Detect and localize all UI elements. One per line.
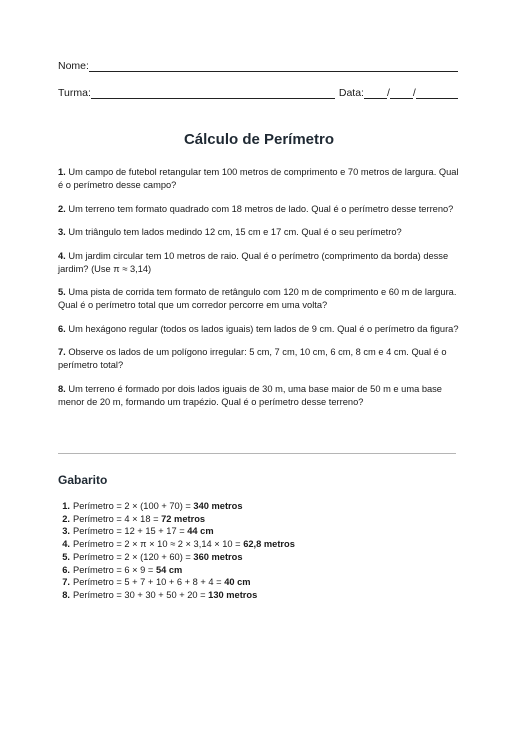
question-number: 4. bbox=[58, 250, 66, 261]
answer-result: 340 metros bbox=[193, 501, 243, 511]
question-item bbox=[58, 346, 460, 372]
section-divider bbox=[58, 453, 456, 454]
answer-expression: Perímetro = 2 × π × 10 ≈ 2 × 3,14 × 10 = bbox=[73, 539, 241, 550]
question-list bbox=[58, 166, 460, 419]
answer-key-title: Gabarito bbox=[58, 473, 108, 487]
page-title: Cálculo de Perímetro bbox=[183, 131, 335, 148]
answer-result: 54 cm bbox=[155, 564, 183, 575]
answer-item bbox=[58, 538, 458, 551]
answer-number: 6. bbox=[62, 564, 70, 575]
question-text: Uma pista de corrida tem formato de retângulo com 120 m de comprimento e 60 m de largura. Qual é o perímetro total que um corredor percorre em uma volta? bbox=[58, 287, 457, 310]
answer-result: 130 metros bbox=[208, 589, 258, 600]
answer-item bbox=[58, 589, 458, 602]
class-blank[interactable] bbox=[91, 87, 335, 99]
date-separator: / bbox=[412, 87, 416, 99]
question-text: Um jardim circular tem 10 metros de raio. Qual é o perímetro (comprimento da borda) desse jardim? (Use π ≈ 3,14) bbox=[58, 250, 449, 274]
question-text: Um triângulo tem lados medindo 12 cm, 15 cm e 17 cm. Qual é o seu perímetro? bbox=[68, 227, 402, 237]
question-item bbox=[58, 286, 460, 312]
date-separator: / bbox=[386, 87, 390, 99]
question-number: 5. bbox=[58, 287, 66, 297]
answer-result: 62,8 metros bbox=[243, 539, 295, 550]
answer-expression: Perímetro = 5 + 7 + 10 + 6 + 8 + 4 = bbox=[73, 577, 222, 588]
question-text: Um hexágono regular (todos os lados iguais) tem lados de 9 cm. Qual é o perímetro da figura? bbox=[68, 323, 459, 334]
name-label: Nome: bbox=[58, 60, 89, 72]
date-month-blank[interactable] bbox=[390, 87, 413, 99]
answer-item bbox=[58, 576, 458, 589]
answer-item bbox=[58, 551, 458, 564]
question-item bbox=[58, 383, 460, 409]
class-date-row bbox=[58, 87, 458, 99]
question-number: 7. bbox=[58, 347, 66, 357]
answer-result: 40 cm bbox=[224, 577, 251, 588]
answer-number: 3. bbox=[62, 526, 70, 537]
answer-number: 2. bbox=[62, 513, 70, 524]
name-blank[interactable] bbox=[89, 60, 458, 72]
answer-expression: Perímetro = 30 + 30 + 50 + 20 = bbox=[73, 589, 206, 600]
answer-expression: Perímetro = 6 × 9 = bbox=[73, 564, 154, 575]
answer-item bbox=[58, 500, 458, 513]
name-field-row bbox=[58, 60, 458, 72]
answer-result: 360 metros bbox=[193, 551, 243, 562]
answer-number: 7. bbox=[62, 577, 70, 588]
answer-result: 72 metros bbox=[161, 513, 206, 524]
answer-result: 44 cm bbox=[187, 526, 214, 537]
question-number: 6. bbox=[58, 323, 66, 334]
question-item bbox=[58, 226, 460, 239]
answer-expression: Perímetro = 12 + 15 + 17 = bbox=[73, 526, 185, 537]
class-label: Turma: bbox=[58, 87, 91, 99]
question-text: Um terreno é formado por dois lados iguais de 30 m, uma base maior de 50 m e uma base menor de 20 m, formando um trapézio. Qual é o perímetro desse terreno? bbox=[58, 383, 442, 407]
question-text: Observe os lados de um polígono irregular: 5 cm, 7 cm, 10 cm, 6 cm, 8 cm e 4 cm. Qual é o perímetro total? bbox=[58, 347, 447, 370]
date-label: Data: bbox=[338, 87, 364, 99]
answer-expression: Perímetro = 2 × (100 + 70) = bbox=[73, 501, 191, 511]
question-number: 8. bbox=[58, 383, 66, 394]
answer-item bbox=[58, 564, 458, 577]
question-item bbox=[58, 250, 460, 276]
question-text: Um campo de futebol retangular tem 100 metros de comprimento e 70 metros de largura. Qual é o perímetro desse campo? bbox=[58, 167, 459, 190]
answer-number: 8. bbox=[62, 589, 70, 600]
question-number: 2. bbox=[58, 203, 66, 214]
question-item bbox=[58, 166, 460, 192]
question-item bbox=[58, 323, 460, 336]
answer-key-list bbox=[58, 500, 458, 602]
date-year-blank[interactable] bbox=[416, 87, 458, 99]
answer-number: 5. bbox=[62, 551, 70, 562]
answer-item bbox=[58, 513, 458, 526]
date-day-blank[interactable] bbox=[364, 87, 387, 99]
question-number: 3. bbox=[58, 227, 66, 237]
answer-expression: Perímetro = 2 × (120 + 60) = bbox=[73, 551, 191, 562]
question-text: Um terreno tem formato quadrado com 18 metros de lado. Qual é o perímetro desse terreno? bbox=[68, 203, 454, 214]
question-number: 1. bbox=[58, 167, 66, 177]
answer-expression: Perímetro = 4 × 18 = bbox=[73, 513, 159, 524]
answer-item bbox=[58, 525, 458, 538]
question-item bbox=[58, 203, 460, 216]
answer-number: 1. bbox=[62, 501, 70, 511]
answer-number: 4. bbox=[62, 539, 70, 550]
